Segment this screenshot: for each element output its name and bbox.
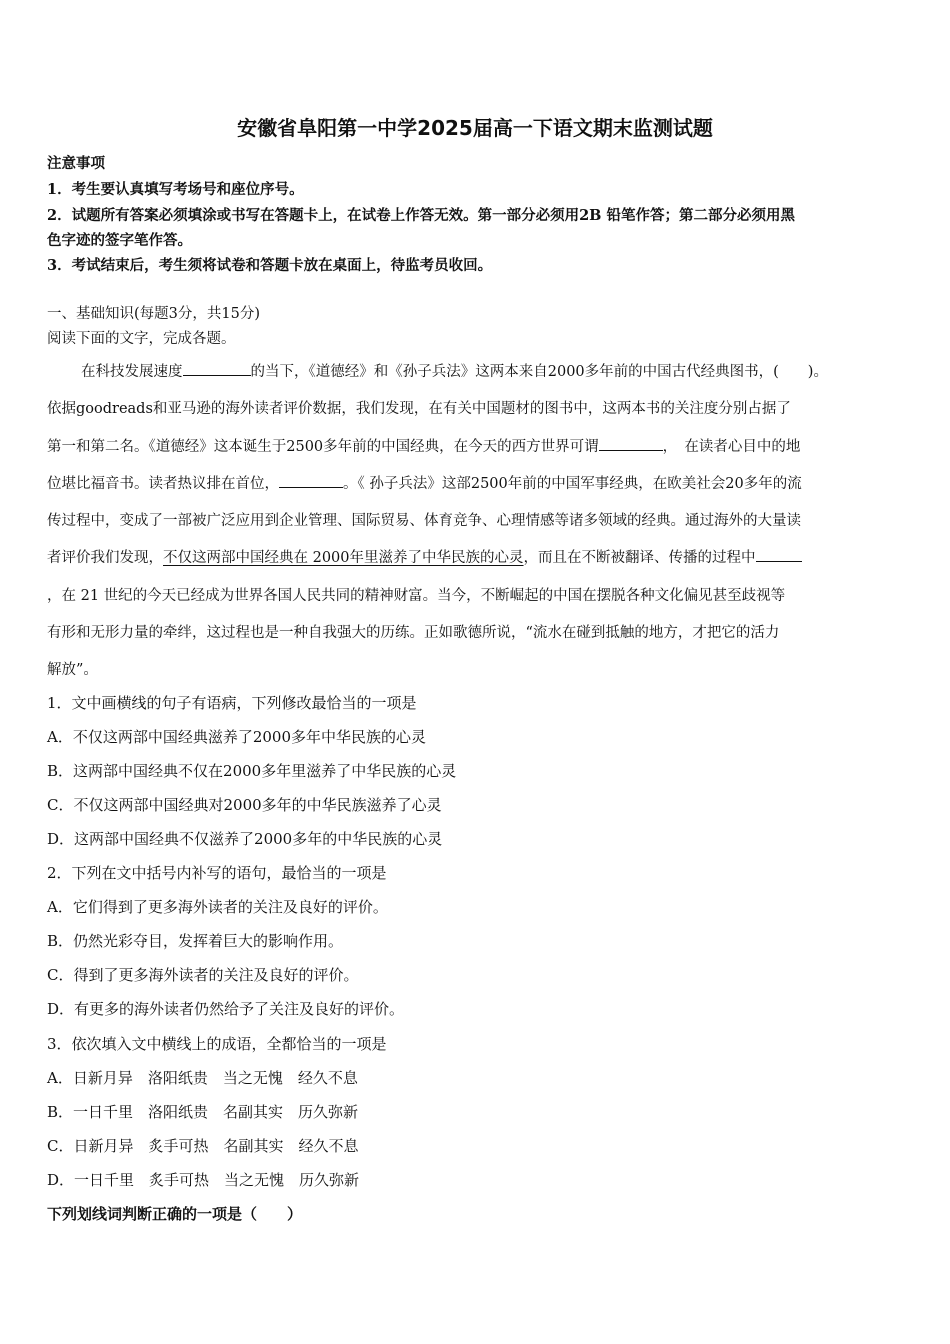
passage-line: 依据goodreads和亚马逊的海外读者评价数据，我们发现，在有关中国题材的图书中，这两本书的关注度分别占据了 — [47, 401, 791, 417]
question-option: D．一日千里 炙手可热 当之无愧 历久弥新 — [47, 1171, 360, 1189]
question-option: A．日新月异 洛阳纸贵 当之无愧 经久不息 — [47, 1069, 358, 1087]
notice-item: 1．考生要认真填写考场号和座位序号。 — [47, 181, 304, 198]
question-option: B．仍然光彩夺目，发挥着巨大的影响作用。 — [47, 932, 344, 950]
fill-blank-2 — [599, 436, 663, 451]
notice-heading: 注意事项 — [47, 155, 105, 172]
passage-line: 传过程中，变成了一部被广泛应用到企业管理、国际贸易、体育竞争、心理情感等诸多领域的经典。通过海外的大量读 — [47, 513, 801, 529]
fill-blank-3 — [279, 473, 343, 488]
page-title: 安徽省阜阳第一中学2025届高一下语文期末监测试题 — [237, 116, 713, 140]
question-option: A．不仅这两部中国经典滋养了2000多年中华民族的心灵 — [47, 728, 427, 746]
question-option: C．得到了更多海外读者的关注及良好的评价。 — [47, 966, 359, 984]
fill-blank-1 — [183, 361, 251, 376]
passage-line: 在科技发展速度 的当下，《道德经》和《孙子兵法》这两本来自2000多年前的中国古代经典图书，( )。 — [81, 360, 828, 381]
question-stem: 1．文中画横线的句子有语病，下列修改最恰当的一项是 — [47, 694, 417, 712]
underlined-sentence: 不仅这两部中国经典在 2000年里滋养了中华民族的心灵 — [163, 550, 524, 566]
fill-blank-4 — [756, 547, 802, 562]
passage-line: 解放”。 — [47, 662, 98, 678]
passage-line: 者评价我们发现，不仅这两部中国经典在 2000年里滋养了中华民族的心灵，而且在不断被翻译、传播的过程中 — [47, 546, 802, 567]
question-option: B．这两部中国经典不仅在2000多年里滋养了中华民族的心灵 — [47, 762, 457, 780]
section-instruction: 阅读下面的文字，完成各题。 — [47, 331, 236, 347]
passage-line: ，在 21 世纪的今天已经成为世界各国人民共同的精神财富。当今，不断崛起的中国在摆脱各种文化偏见甚至歧视等 — [47, 588, 786, 604]
question-option: C．日新月异 炙手可热 名副其实 经久不息 — [47, 1137, 359, 1155]
passage-line: 第一和第二名。《道德经》这本诞生于2500多年前的中国经典，在今天的西方世界可谓 ， 在读者心目中的地 — [47, 435, 800, 456]
question-option: C．不仅这两部中国经典对2000多年的中华民族滋养了心灵 — [47, 796, 442, 814]
question-option: A．它们得到了更多海外读者的关注及良好的评价。 — [47, 898, 388, 916]
notice-item: 2．试题所有答案必须填涂或书写在答题卡上，在试卷上作答无效。第一部分必须用2B 铅笔作答；第二部分必须用黑 — [47, 207, 795, 224]
question-option: D．这两部中国经典不仅滋养了2000多年的中华民族的心灵 — [47, 830, 443, 848]
notice-item: 3．考试结束后，考生须将试卷和答题卡放在桌面上，待监考员收回。 — [47, 257, 493, 274]
passage-line: 有形和无形力量的牵绊，这过程也是一种自我强大的历练。正如歌德所说，“流水在碰到抵触的地方，才把它的活力 — [47, 625, 780, 641]
section-heading: 一、基础知识(每题3分，共15分) — [47, 306, 260, 322]
question-stem: 2．下列在文中括号内补写的语句，最恰当的一项是 — [47, 864, 387, 882]
next-question-stem: 下列划线词判断正确的一项是（ ） — [47, 1205, 303, 1223]
notice-item: 色字迹的签字笔作答。 — [47, 232, 192, 249]
question-option: B．一日千里 洛阳纸贵 名副其实 历久弥新 — [47, 1103, 359, 1121]
question-option: D．有更多的海外读者仍然给予了关注及良好的评价。 — [47, 1000, 405, 1018]
question-stem: 3．依次填入文中横线上的成语，全都恰当的一项是 — [47, 1035, 387, 1053]
passage-line: 位堪比福音书。读者热议排在首位， 。《 孙子兵法》这部2500年前的中国军事经典，在欧美社会20多年的流 — [47, 472, 802, 493]
